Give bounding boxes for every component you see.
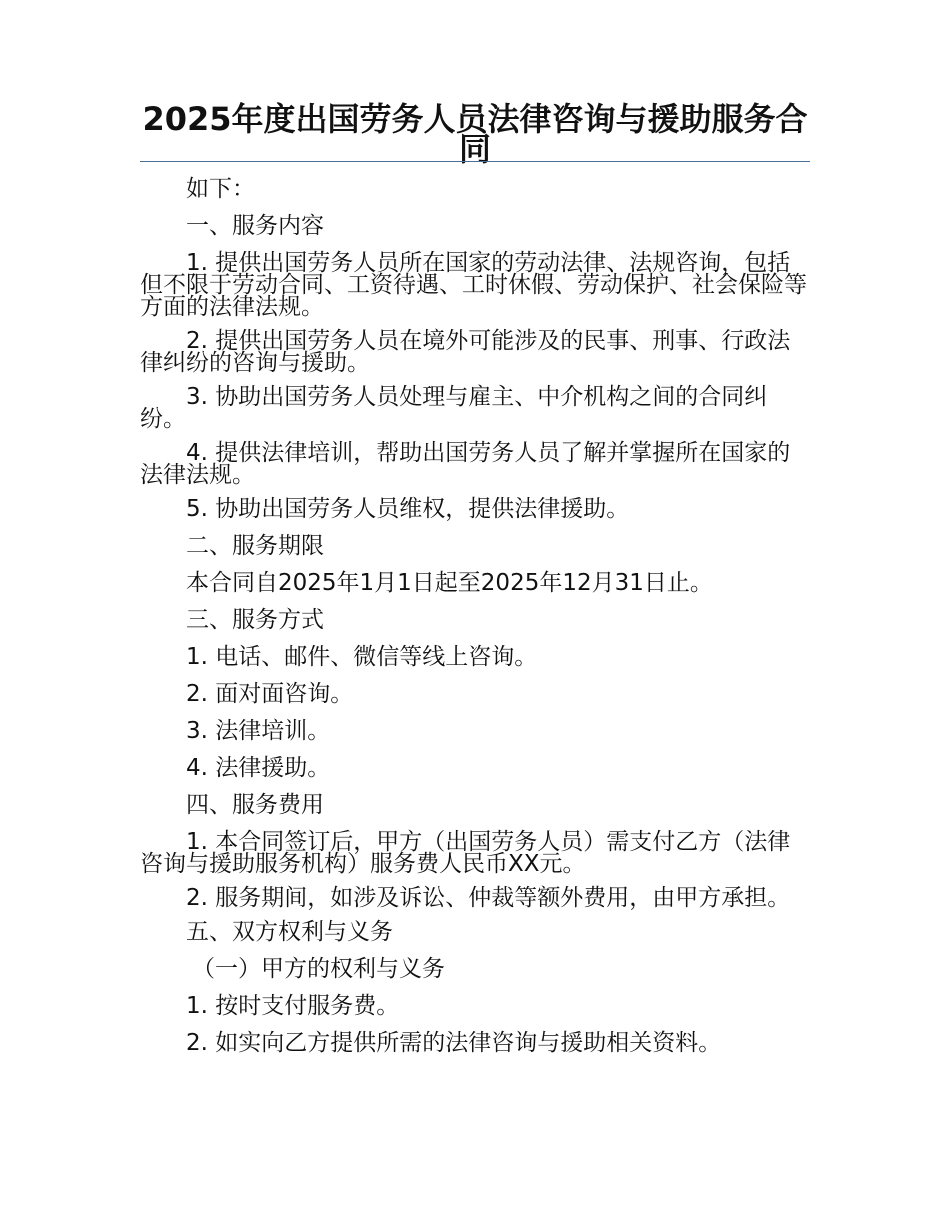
paragraph-party-a-item-1: 1. 按时支付服务费。 <box>186 993 400 1019</box>
paragraph-intro: 如下： <box>186 176 255 202</box>
document-title: 2025年度出国劳务人员法律咨询与援助服务合同 <box>142 100 808 168</box>
paragraph-service-item-3: 3. 协助出国劳务人员处理与雇主、中介机构之间的合同纠纷。 <box>140 384 768 432</box>
paragraph-method-item-3: 3. 法律培训。 <box>186 718 331 744</box>
section-heading-service-content: 一、服务内容 <box>186 213 324 239</box>
subsection-heading-party-a: （一）甲方的权利与义务 <box>192 956 445 982</box>
section-heading-rights-obligations: 五、双方权利与义务 <box>186 919 393 945</box>
paragraph-fee-item-1: 1. 本合同签订后，甲方（出国劳务人员）需支付乙方（法律咨询与援助服务机构）服务费人民币XX元。 <box>140 829 791 877</box>
paragraph-service-item-2: 2. 提供出国劳务人员在境外可能涉及的民事、刑事、行政法律纠纷的咨询与援助。 <box>140 328 791 376</box>
paragraph-service-term: 本合同自2025年1月1日起至2025年12月31日止。 <box>186 570 713 596</box>
paragraph-method-item-2: 2. 面对面咨询。 <box>186 681 354 707</box>
paragraph-service-item-1: 1. 提供出国劳务人员所在国家的劳动法律、法规咨询，包括但不限于劳动合同、工资待遇、工时休假、劳动保护、社会保险等方面的法律法规。 <box>140 250 807 320</box>
document-body <box>140 178 812 1069</box>
section-heading-service-term: 二、服务期限 <box>186 533 324 559</box>
paragraph-service-item-5: 5. 协助出国劳务人员维权，提供法律援助。 <box>186 496 630 522</box>
paragraph-fee-item-2: 2. 服务期间，如涉及诉讼、仲裁等额外费用，由甲方承担。 <box>186 885 791 911</box>
section-heading-service-fee: 四、服务费用 <box>186 792 324 818</box>
paragraph-party-a-item-2: 2. 如实向乙方提供所需的法律咨询与援助相关资料。 <box>186 1030 722 1056</box>
paragraph-method-item-1: 1. 电话、邮件、微信等线上咨询。 <box>186 644 538 670</box>
paragraph-service-item-4: 4. 提供法律培训，帮助出国劳务人员了解并掌握所在国家的法律法规。 <box>140 440 791 488</box>
section-heading-service-method: 三、服务方式 <box>186 607 324 633</box>
title-underline <box>140 161 810 162</box>
paragraph-method-item-4: 4. 法律援助。 <box>186 755 331 781</box>
